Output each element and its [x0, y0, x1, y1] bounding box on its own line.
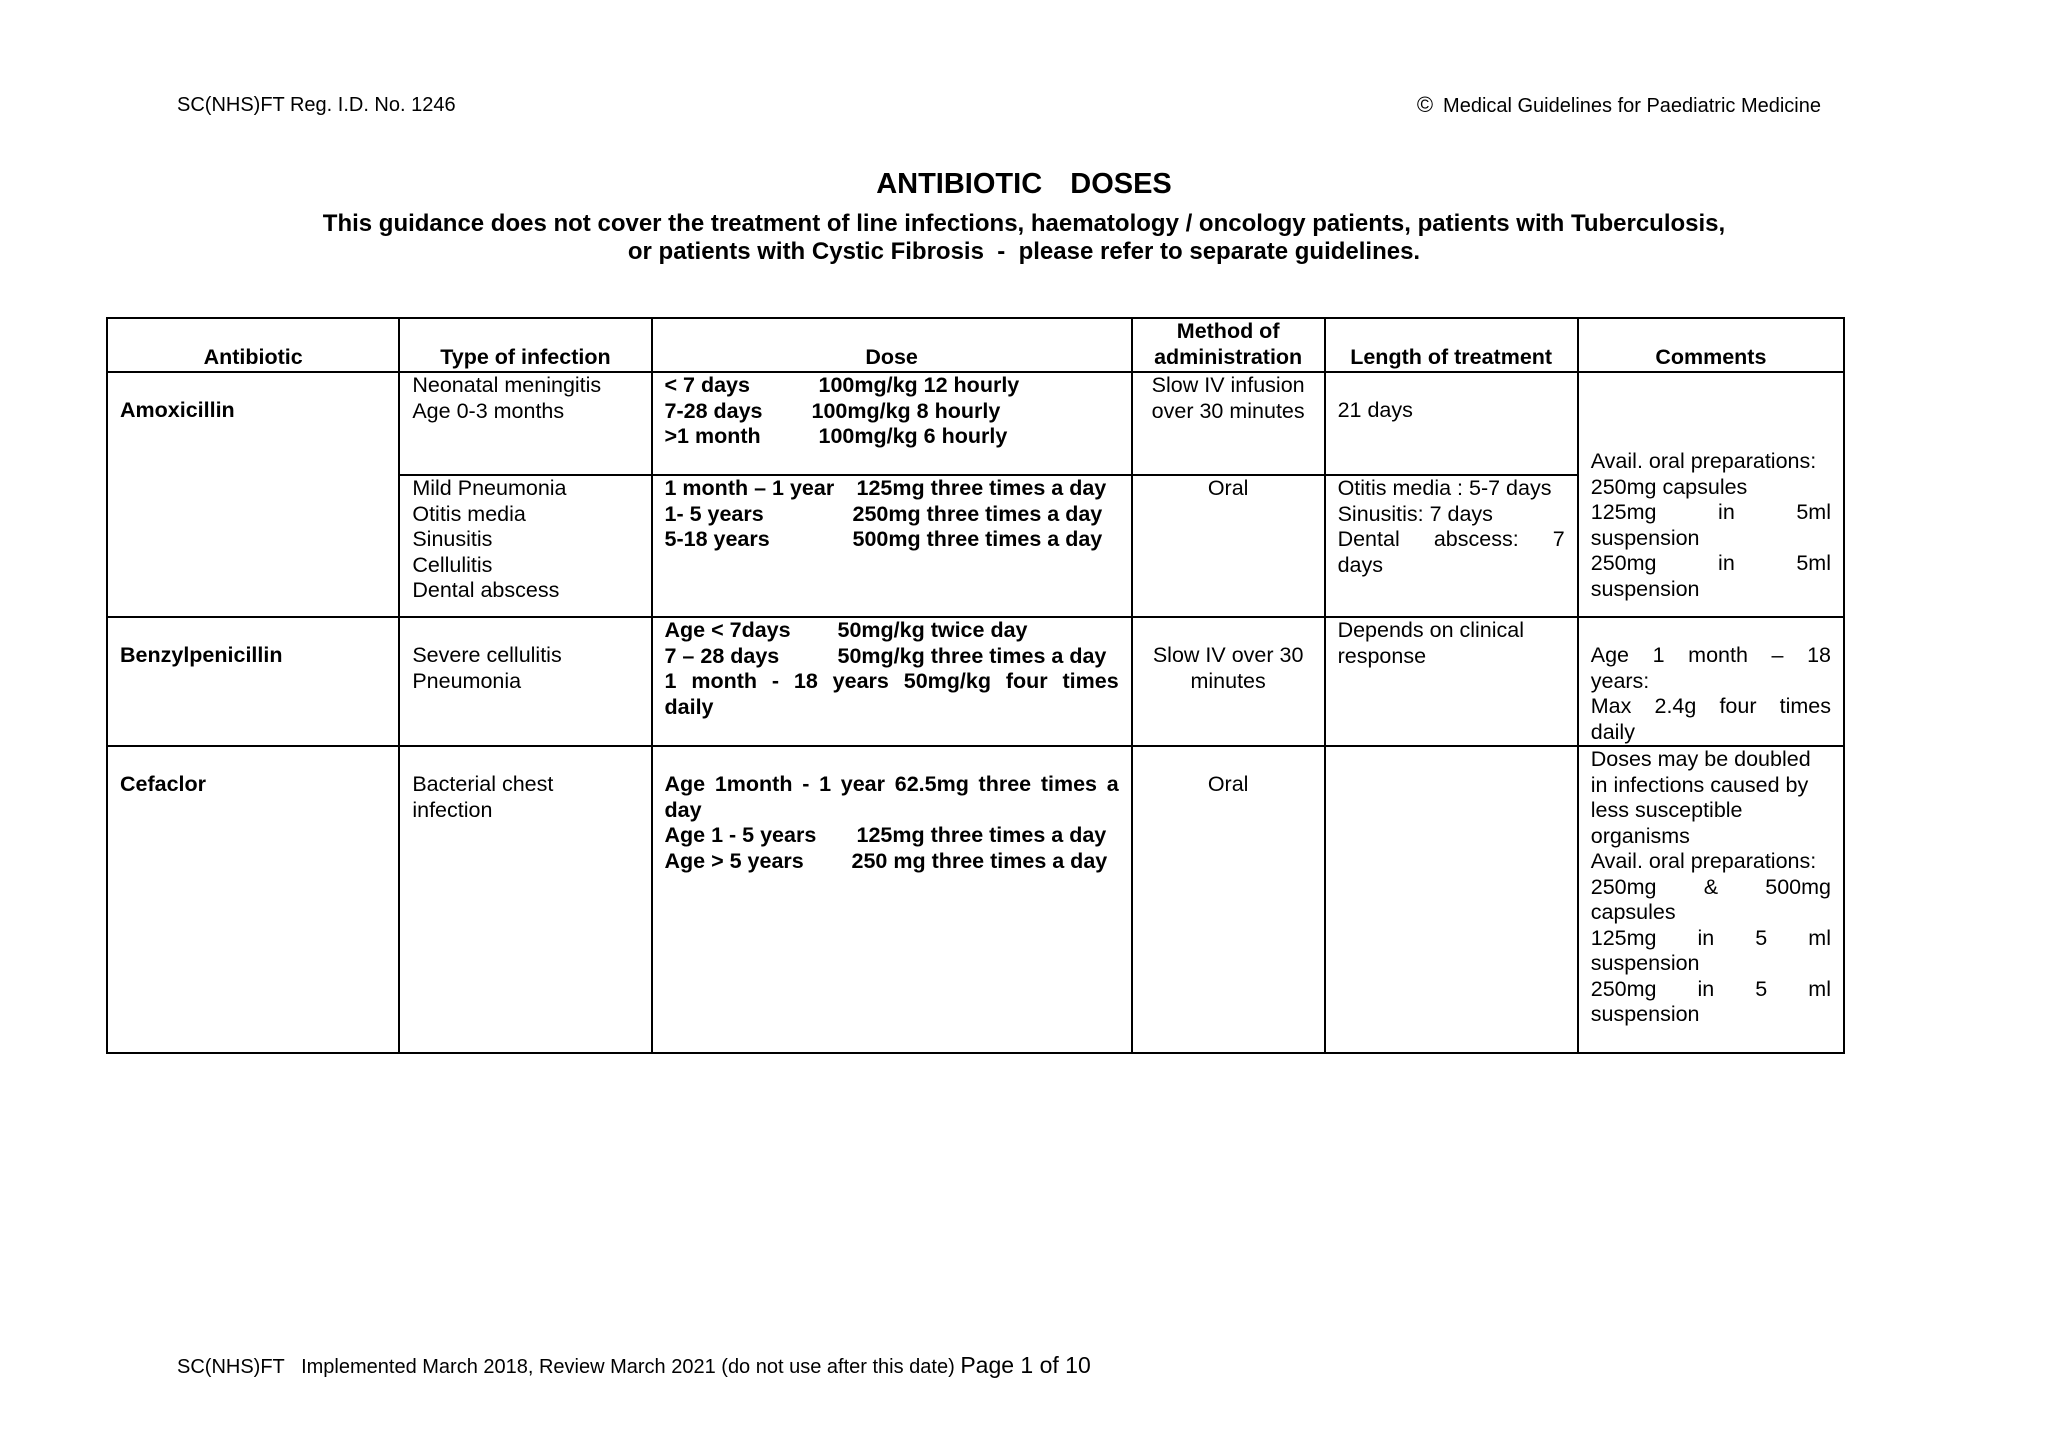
infection-cell: Severe cellulitis Pneumonia [399, 617, 651, 746]
antibiotic-benzylpenicillin: Benzylpenicillin [107, 617, 399, 746]
header-dose: Dose [652, 318, 1132, 372]
subtitle-line-1: This guidance does not cover the treatment of line infections, haematology / oncology patients, patients with Tuberculosis, [322, 210, 1726, 237]
footer-text: SC(NHS)FT Implemented March 2018, Review March 2021 (do not use after this date) [177, 1356, 961, 1378]
antibiotic-amoxicillin: Amoxicillin [107, 372, 399, 617]
table-header-row [107, 318, 1844, 372]
length-cell: Otitis media : 5-7 days Sinusitis: 7 days Dental abscess: 7 days [1325, 475, 1578, 617]
copyright-symbol: © [1416, 92, 1434, 117]
header-guidelines-text: Medical Guidelines for Paediatric Medicine [1443, 95, 1821, 117]
method-cell: Slow IV infusion over 30 minutes [1132, 372, 1325, 475]
header-method-of-administration: Method of administration [1132, 318, 1325, 372]
antibiotic-doses-table [106, 317, 1845, 1054]
comments-cell: Avail. oral preparations: 250mg capsules 125mg in 5ml suspension 250mg in 5ml suspension [1578, 372, 1844, 617]
comments-cell: Age 1 month – 18 years: Max 2.4g four times daily [1578, 617, 1844, 746]
infection-cell: Mild Pneumonia Otitis media Sinusitis Cellulitis Dental abscess [399, 475, 651, 617]
table-row [107, 372, 1844, 475]
comments-cell: Doses may be doubled in infections caused by less susceptible organisms Avail. oral preparations: 250mg & 500mg capsules 125mg in 5 ml suspension 250mg in 5 ml suspension [1578, 746, 1844, 1053]
length-cell: 21 days [1325, 372, 1578, 475]
length-cell [1325, 746, 1578, 1053]
method-cell: Slow IV over 30 minutes [1132, 617, 1325, 746]
header-guidelines [1417, 93, 1821, 118]
table-row [107, 746, 1844, 1053]
table-row [107, 617, 1844, 746]
header-type-of-infection: Type of infection [399, 318, 651, 372]
infection-cell: Neonatal meningitis Age 0-3 months [399, 372, 651, 475]
dose-cell: 1 month – 1 year 125mg three times a day 1- 5 years 250mg three times a day 5-18 years 500mg three times a day [652, 475, 1132, 617]
page-number: Page 1 of 10 [960, 1352, 1091, 1378]
header-comments: Comments [1578, 318, 1844, 372]
dose-cell: Age < 7days 50mg/kg twice day 7 – 28 days 50mg/kg three times a day 1 month - 18 years 50mg/kg four times daily [652, 617, 1132, 746]
header-reg-id: SC(NHS)FT Reg. I.D. No. 1246 [177, 94, 456, 116]
dose-cell: Age 1month - 1 year 62.5mg three times a day Age 1 - 5 years 125mg three times a day Age > 5 years 250 mg three times a day [652, 746, 1132, 1053]
page-footer [177, 1352, 1091, 1379]
dose-cell: < 7 days 100mg/kg 12 hourly 7-28 days 100mg/kg 8 hourly >1 month 100mg/kg 6 hourly [652, 372, 1132, 475]
header-antibiotic: Antibiotic [107, 318, 399, 372]
document-subtitle [0, 210, 2048, 266]
subtitle-line-2: or patients with Cystic Fibrosis - please refer to separate guidelines. [627, 238, 1421, 265]
document-title: ANTIBIOTIC DOSES [876, 168, 1172, 200]
method-cell: Oral [1132, 746, 1325, 1053]
header-length-of-treatment: Length of treatment [1325, 318, 1578, 372]
infection-cell: Bacterial chest infection [399, 746, 651, 1053]
antibiotic-cefaclor: Cefaclor [107, 746, 399, 1053]
method-cell: Oral [1132, 475, 1325, 617]
length-cell: Depends on clinical response [1325, 617, 1578, 746]
